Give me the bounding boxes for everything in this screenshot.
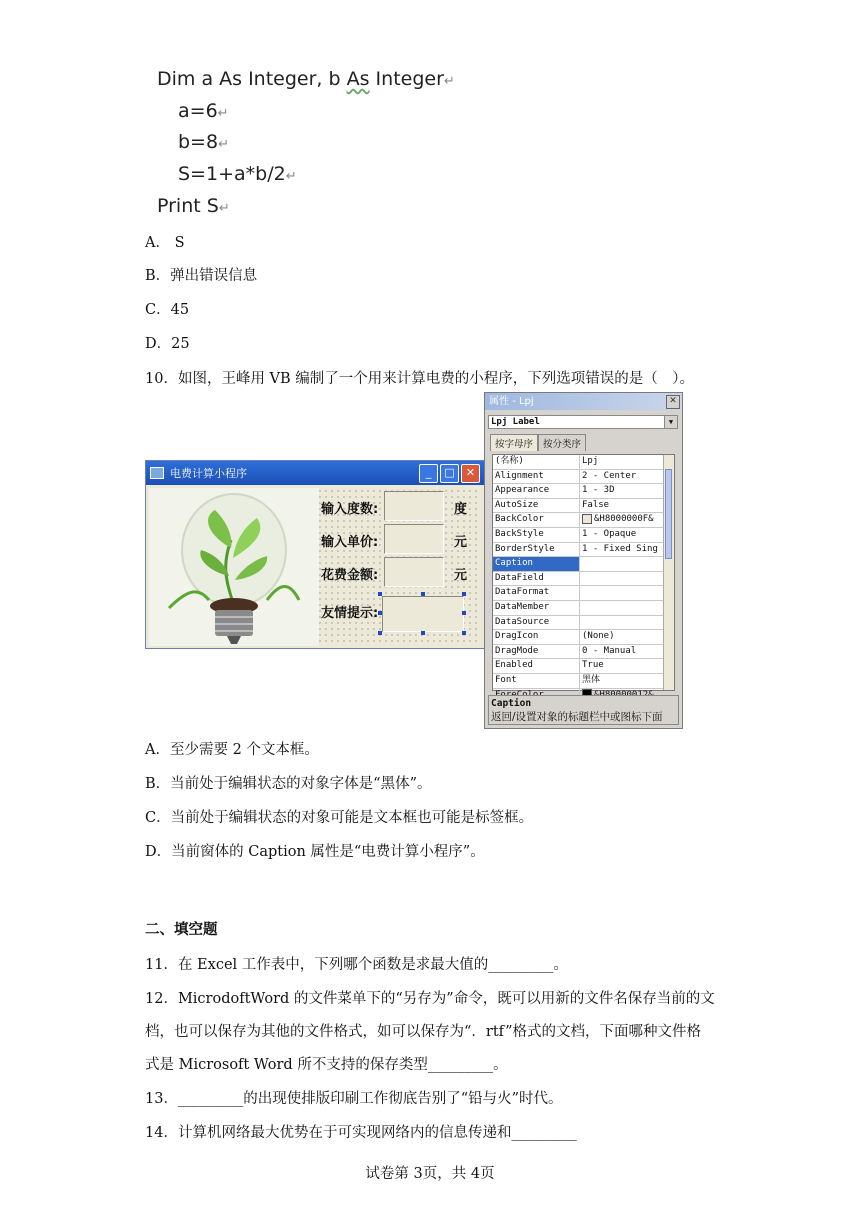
- textbox-price[interactable]: [384, 524, 444, 554]
- property-name: (名称): [493, 455, 580, 469]
- property-name: BackColor: [493, 513, 580, 527]
- code-line-3: b=8↵: [178, 131, 229, 153]
- property-name: DataFormat: [493, 586, 580, 600]
- property-row[interactable]: [493, 572, 674, 587]
- property-name: DataMember: [493, 601, 580, 615]
- section-heading: 二、填空题: [145, 922, 218, 938]
- property-value[interactable]: [580, 616, 674, 630]
- property-name: Enabled: [493, 659, 580, 673]
- property-name: BorderStyle: [493, 543, 580, 557]
- property-value[interactable]: [580, 557, 674, 571]
- property-grid-scrollbar[interactable]: [663, 455, 674, 690]
- q9-option-a: A． S: [145, 235, 185, 251]
- close-icon[interactable]: ✕: [461, 464, 480, 483]
- property-row[interactable]: [493, 659, 674, 674]
- property-name: Appearance: [493, 484, 580, 498]
- property-row[interactable]: [493, 601, 674, 616]
- property-value-text: &H8000000F&: [594, 514, 654, 525]
- selection-handle[interactable]: [378, 592, 382, 596]
- property-row[interactable]: [493, 470, 674, 485]
- q12-text-line2: 档，也可以保存为其他的文件格式，如可以保存为“．rtf”格式的文档，下面哪种文件格: [145, 1024, 702, 1040]
- selection-handle[interactable]: [462, 631, 466, 635]
- property-description: [488, 695, 679, 725]
- code-line-5: Print S↵: [157, 195, 230, 217]
- property-value[interactable]: 1 - 3D: [582, 485, 615, 496]
- property-name: Font: [493, 674, 580, 688]
- property-row[interactable]: [493, 543, 674, 558]
- property-name: AutoSize: [493, 499, 580, 513]
- property-name: BackStyle: [493, 528, 580, 542]
- description-title: Caption: [491, 698, 532, 709]
- selection-handle[interactable]: [378, 631, 382, 635]
- property-value[interactable]: [580, 572, 674, 586]
- properties-title: 属性 - Lpj: [489, 396, 534, 407]
- q12-text-line1: 12．MicrodoftWord 的文件菜单下的“另存为”命令，既可以用新的文件名保存当前的文: [145, 991, 715, 1007]
- property-name: Alignment: [493, 470, 580, 484]
- property-value[interactable]: [580, 601, 674, 615]
- property-row[interactable]: [493, 645, 674, 660]
- q9-option-b: B．弹出错误信息: [145, 268, 258, 284]
- property-value[interactable]: [580, 513, 674, 527]
- code-line-2: a=6↵: [178, 100, 229, 122]
- property-grid: [492, 454, 675, 691]
- property-name: DragMode: [493, 645, 580, 659]
- unit-price: 元: [454, 535, 468, 550]
- tab-categorized[interactable]: 按分类序: [538, 434, 586, 451]
- property-value[interactable]: (None): [582, 631, 615, 642]
- code-line-4: S=1+a*b/2↵: [178, 163, 297, 185]
- object-selector[interactable]: [488, 415, 678, 429]
- q11-text: 11．在 Excel 工作表中，下列哪个函数是求最大值的_________。: [145, 957, 569, 973]
- label-tip: 友情提示:: [321, 606, 379, 621]
- close-icon[interactable]: ✕: [666, 395, 680, 409]
- property-row[interactable]: [493, 484, 674, 499]
- description-text: 返回/设置对象的标题栏中或图标下面: [491, 711, 663, 723]
- property-row[interactable]: [493, 616, 674, 631]
- selection-handle[interactable]: [421, 592, 425, 596]
- property-value[interactable]: 2 - Center: [582, 470, 637, 481]
- q12-text-line3: 式是 Microsoft Word 所不支持的保存类型_________。: [145, 1057, 508, 1073]
- tab-alphabetic[interactable]: 按字母序: [490, 434, 538, 451]
- vb-form-client-area: [149, 488, 481, 645]
- chevron-down-icon[interactable]: ▼: [664, 416, 677, 428]
- properties-window: [484, 392, 683, 729]
- property-value[interactable]: 1 - Opaque: [582, 528, 637, 539]
- property-value[interactable]: 0 - Manual: [582, 645, 637, 656]
- label-input-price: 输入单价:: [321, 535, 379, 550]
- property-row[interactable]: [493, 499, 674, 514]
- property-name: DataSource: [493, 616, 580, 630]
- page-footer: 试卷第 3页，共 4页: [365, 1166, 495, 1182]
- unit-cost: 元: [454, 568, 468, 583]
- lightbulb-plant-image: [149, 488, 319, 646]
- property-name: DragIcon: [493, 630, 580, 644]
- label-cost: 花费金额:: [321, 568, 379, 583]
- code-line-1: Dim a As Integer, b As Integer↵: [157, 68, 455, 90]
- vb-form-window: [145, 460, 485, 649]
- q9-option-d: D．25: [145, 336, 190, 352]
- vb-form-title: 电费计算小程序: [170, 467, 247, 480]
- property-row[interactable]: [493, 630, 674, 645]
- property-value[interactable]: False: [582, 499, 610, 510]
- properties-titlebar: [485, 393, 682, 410]
- object-selector-value: Lpj Label: [491, 417, 540, 427]
- q10-option-c: C．当前处于编辑状态的对象可能是文本框也可能是标签框。: [145, 810, 534, 826]
- q10-option-a: A．至少需要 2 个文本框。: [145, 742, 319, 758]
- label-input-kwh: 输入度数:: [321, 502, 379, 517]
- selection-handle[interactable]: [378, 611, 382, 615]
- form-app-icon: [150, 467, 164, 479]
- minimize-icon[interactable]: _: [419, 464, 438, 483]
- selection-handle[interactable]: [421, 631, 425, 635]
- property-value[interactable]: 黑体: [582, 674, 601, 685]
- unit-kwh: 度: [454, 502, 468, 517]
- q10-option-d: D．当前窗体的 Caption 属性是“电费计算小程序”。: [145, 844, 485, 860]
- q9-option-c: C．45: [145, 302, 190, 318]
- property-value[interactable]: 1 - Fixed Sing: [582, 543, 658, 554]
- maximize-icon[interactable]: □: [440, 464, 459, 483]
- selected-label-lpj[interactable]: [382, 596, 464, 632]
- property-row[interactable]: [493, 557, 674, 572]
- selection-handle[interactable]: [462, 592, 466, 596]
- property-name: Caption: [493, 557, 580, 571]
- property-name: DataField: [493, 572, 580, 586]
- textbox-cost[interactable]: [384, 557, 444, 587]
- property-row[interactable]: [493, 674, 674, 689]
- property-row[interactable]: [493, 513, 674, 528]
- scrollbar-thumb[interactable]: [665, 469, 672, 559]
- q10-question: 10．如图，王峰用 VB 编制了一个用来计算电费的小程序，下列选项错误的是（ ）。: [145, 371, 695, 387]
- property-value[interactable]: Lpj: [582, 456, 599, 466]
- property-value[interactable]: True: [582, 660, 604, 671]
- color-swatch-icon: [582, 514, 592, 524]
- property-row[interactable]: [493, 528, 674, 543]
- q13-text: 13．_________的出现使排版印刷工作彻底告别了“铅与火”时代。: [145, 1091, 563, 1107]
- property-row[interactable]: [493, 586, 674, 601]
- q14-text: 14．计算机网络最大优势在于可实现网络内的信息传递和_________: [145, 1125, 577, 1141]
- q10-option-b: B．当前处于编辑状态的对象字体是“黑体”。: [145, 776, 432, 792]
- property-value[interactable]: [580, 586, 674, 600]
- selection-handle[interactable]: [462, 611, 466, 615]
- textbox-kwh[interactable]: [384, 491, 444, 521]
- property-row[interactable]: [493, 455, 674, 470]
